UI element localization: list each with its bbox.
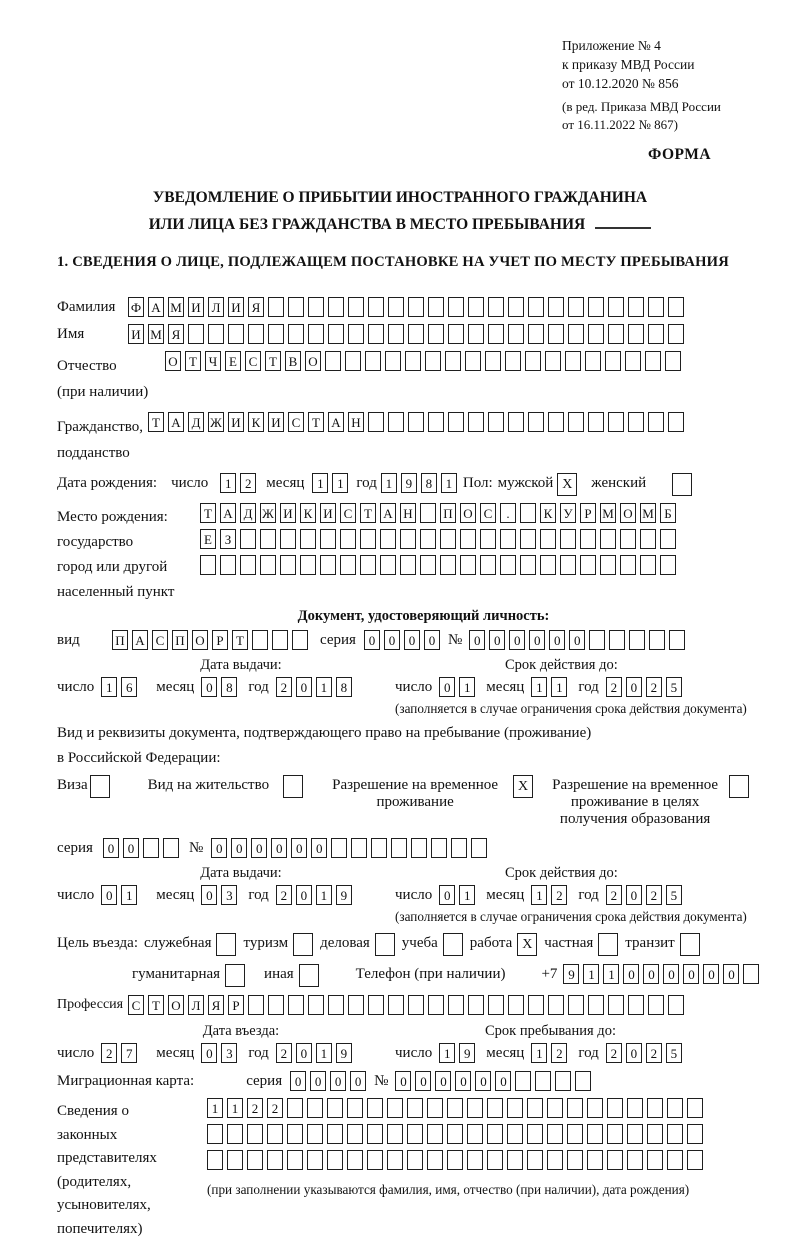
identity-valid-col [395,657,790,717]
entry-purpose-row [57,933,790,956]
stay-date-group [395,1043,790,1063]
migration-series-input[interactable]: 0 0 0 0 [290,1071,366,1091]
purpose-transit [625,933,699,956]
day-label: число [57,885,94,904]
valid-year-input[interactable]: 2 0 2 5 [606,677,682,697]
issue-year-input[interactable]: 2 0 1 8 [276,677,352,697]
profession-label: Профессия [57,995,128,1013]
birth-date-label: Дата рождения: [57,473,157,492]
given-name-row [57,324,790,344]
regulation-reference [562,36,721,134]
purpose-tourism-label: туризм [243,933,288,952]
purpose-private-label: частная [544,933,593,952]
representatives-label-line: законных [57,1124,207,1148]
birth-place-block [57,503,790,605]
surname-input[interactable]: Ф А М И Л И Я [128,297,684,317]
representatives-input-row1[interactable]: 1 1 2 2 [207,1098,703,1118]
purpose-study-checkbox[interactable] [443,933,463,956]
residence-doc-dates [57,865,790,925]
residence-permit-checkbox[interactable] [283,775,303,798]
purpose-tourism-checkbox[interactable] [293,933,313,956]
migration-card-label: Миграционная карта: [57,1071,194,1090]
surname-label: Фамилия [57,297,128,316]
birth-place-input-row1[interactable]: Т А Д Ж И К И С Т А Н П О С . К У Р М О М Б [200,503,676,523]
form-header [0,0,800,172]
form-title-line2-text: ИЛИ ЛИЦА БЕЗ ГРАЖДАНСТВА В МЕСТО ПРЕБЫВАНИЯ [149,216,585,233]
entry-date-col [57,1023,395,1063]
option-temp-residence-education [551,775,749,828]
residence-permit-label: Вид на жительство [148,775,269,794]
migration-series-label: серия [246,1071,282,1090]
option-residence-permit [148,775,303,798]
issue-day-input[interactable]: 1 6 [101,677,137,697]
birth-place-input-row3[interactable] [200,555,676,575]
patronymic-row [57,351,790,405]
purpose-private-checkbox[interactable] [598,933,618,956]
form-title [0,184,800,238]
stay-year-input[interactable]: 2 0 2 5 [606,1043,682,1063]
day-label: число [57,1043,94,1062]
sex-female-checkbox[interactable] [672,473,692,496]
representatives-rows [207,1098,703,1198]
doc-kind-input[interactable]: П А С П О Р Т [112,630,308,650]
valid-until-heading: Срок действия до: [395,865,790,882]
representatives-label-line: (родителях, [57,1171,207,1195]
surname-row [57,297,790,317]
purpose-humanitarian-checkbox[interactable] [225,964,245,987]
phone-input[interactable]: 9 1 1 0 0 0 0 0 0 [563,964,759,984]
sex-female-label: женский [591,473,646,492]
month-label: месяц [156,1043,194,1062]
birth-place-label-line: населенный пункт [57,580,200,605]
title-blank-line [595,227,651,229]
birth-place-label-line: Место рождения: [57,505,200,530]
stay-until-heading: Срок пребывания до: [395,1023,790,1040]
residence-valid-col [395,865,790,925]
birth-month-label: месяц [266,473,304,492]
sex-male-label: мужской [498,473,554,492]
valid-until-heading: Срок действия до: [395,657,790,674]
purpose-humanitarian-label: гуманитарная [132,964,220,983]
representatives-input-row2[interactable] [207,1124,703,1144]
representatives-block [57,1098,790,1241]
citizenship-row [57,412,790,466]
doc-series-label: серия [320,630,356,649]
purpose-private [544,933,618,956]
residence-doc-options [57,775,790,828]
month-label: месяц [486,885,524,904]
residence-series-label: серия [57,838,93,857]
temp-residence-checkbox[interactable]: X [513,775,533,798]
residence-issue-month-input[interactable]: 0 3 [201,885,237,905]
entry-day-input[interactable]: 2 7 [101,1043,137,1063]
day-label: число [57,677,94,696]
representatives-label-line: попечителях) [57,1218,207,1241]
option-temp-residence [329,775,533,811]
reference-note-line: от 16.11.2022 № 867) [562,116,721,134]
issue-month-input[interactable]: 0 8 [201,677,237,697]
day-label: число [395,885,432,904]
migration-number-label: № [374,1071,388,1090]
sex-male-checkbox[interactable]: X [557,473,577,496]
doc-kind-label: вид [57,630,112,649]
temp-residence-education-label: Разрешение на временное проживание в целях получения образования [551,775,719,828]
reference-line: от 10.12.2020 № 856 [562,74,721,93]
entry-stay-dates [57,1023,790,1063]
citizenship-label-text: Гражданство, [57,414,148,440]
birth-place-label [57,503,200,605]
month-label: месяц [486,677,524,696]
representatives-label-line: представителях [57,1147,207,1171]
birth-place-rows [200,503,676,581]
residence-valid-month-input[interactable]: 1 2 [531,885,567,905]
visa-checkbox[interactable] [90,775,110,798]
year-label: год [578,1043,598,1062]
residence-issue-col [57,865,395,925]
residence-doc-intro-line1: Вид и реквизиты документа, подтверждающего право на пребывание (проживание) [57,721,790,746]
month-label: месяц [156,885,194,904]
valid-until-note: (заполняется в случае ограничения срока действия документа) [395,909,790,925]
year-label: год [248,677,268,696]
purpose-work-checkbox[interactable]: X [517,933,537,956]
purpose-other-checkbox[interactable] [299,964,319,987]
given-name-input[interactable]: И М Я [128,324,684,344]
birth-date-row [57,473,790,496]
birth-place-label-line: город или другой [57,555,200,580]
purpose-humanitarian [132,964,245,987]
birth-year-input[interactable]: 1 9 8 1 [381,473,457,493]
residence-series-input[interactable]: 0 0 [103,838,179,858]
entry-year-input[interactable]: 2 0 1 9 [276,1043,352,1063]
purpose-study [402,933,463,956]
purpose-business [144,933,237,956]
profession-input[interactable]: С Т О Л Я Р [128,995,684,1015]
citizenship-input[interactable]: Т А Д Ж И К И С Т А Н [148,412,684,432]
birth-place-input-row2[interactable]: Е З [200,529,676,549]
patronymic-note: (при наличии) [57,379,165,405]
purpose-study-label: учеба [402,933,438,952]
purpose-other-label: иная [264,964,294,983]
form-title-line1: УВЕДОМЛЕНИЕ О ПРИБЫТИИ ИНОСТРАННОГО ГРАЖДАНИНА [0,184,800,211]
purpose-work [470,933,538,956]
reference-line: к приказу МВД России [562,55,721,74]
sex-label: Пол: [463,473,493,492]
year-label: год [578,885,598,904]
given-name-label: Имя [57,324,128,343]
purpose-other [264,964,319,987]
residence-valid-year-input[interactable]: 2 0 2 5 [606,885,682,905]
patronymic-input[interactable]: О Т Ч Е С Т В О [165,351,681,371]
valid-date-group [395,885,790,905]
day-label: число [395,677,432,696]
visa-label: Виза [57,775,88,794]
representatives-note: (при заполнении указываются фамилия, имя, отчество (при наличии), дата рождения) [207,1182,703,1198]
temp-residence-label: Разрешение на временное проживание [329,775,501,811]
residence-valid-day-input[interactable]: 0 1 [439,885,475,905]
doc-series-input[interactable]: 0 0 0 0 [364,630,440,650]
reference-edit-note [562,98,721,134]
purpose-tourism [243,933,313,956]
residence-issue-day-input[interactable]: 0 1 [101,885,137,905]
doc-number-label: № [448,630,462,649]
valid-month-input[interactable]: 1 1 [531,677,567,697]
residence-doc-intro-line2: в Российской Федерации: [57,746,790,771]
valid-until-note: (заполняется в случае ограничения срока действия документа) [395,701,790,717]
forma-label: ФОРМА [648,146,711,164]
year-label: год [578,677,598,696]
doc-number-input[interactable]: 0 0 0 0 0 0 [469,630,685,650]
identity-doc-row [57,630,790,650]
representatives-label-line: Сведения о [57,1100,207,1124]
citizenship-label [57,412,148,466]
birth-day-label: число [171,473,208,492]
section1-heading: 1. СВЕДЕНИЯ О ЛИЦЕ, ПОДЛЕЖАЩЕМ ПОСТАНОВКЕ НА УЧЕТ ПО МЕСТУ ПРЕБЫВАНИЯ [57,254,800,271]
month-label: месяц [486,1043,524,1062]
patronymic-label [57,351,165,405]
valid-day-input[interactable]: 0 1 [439,677,475,697]
birth-day-input[interactable]: 1 2 [220,473,256,493]
valid-date-group [395,677,790,697]
purpose-business-label: служебная [144,933,212,952]
identity-issue-col [57,657,395,717]
residence-doc-intro [57,721,790,771]
migration-card-row [57,1071,790,1091]
phone-label: Телефон (при наличии) [356,964,506,983]
residence-doc-series-row [57,838,790,858]
stay-until-col [395,1023,790,1063]
citizenship-note: подданство [57,440,148,466]
day-label: число [395,1043,432,1062]
patronymic-label-text: Отчество [57,353,165,379]
entry-date-heading: Дата въезда: [57,1023,395,1040]
issue-date-heading: Дата выдачи: [57,657,395,674]
profession-row [57,995,790,1015]
entry-purpose-row2 [132,964,790,987]
stay-month-input[interactable]: 1 2 [531,1043,567,1063]
phone-prefix: +7 [541,964,557,983]
representatives-input-row3[interactable] [207,1150,703,1170]
identity-doc-heading: Документ, удостоверяющий личность: [57,608,790,625]
birth-month-input[interactable]: 1 1 [312,473,348,493]
residence-number-input[interactable]: 0 0 0 0 0 0 [211,838,487,858]
purpose-commercial-checkbox[interactable] [375,933,395,956]
month-label: месяц [156,677,194,696]
form-body [0,271,800,1241]
purpose-work-label: работа [470,933,513,952]
option-visa [57,775,110,798]
year-label: год [248,1043,268,1062]
issue-date-heading: Дата выдачи: [57,865,395,882]
purpose-transit-label: транзит [625,933,674,952]
purpose-label: Цель въезда: [57,933,138,952]
purpose-commercial [320,933,395,956]
purpose-commercial-label: деловая [320,933,370,952]
temp-residence-education-checkbox[interactable] [729,775,749,798]
entry-month-input[interactable]: 0 3 [201,1043,237,1063]
representatives-label-line: усыновителях, [57,1194,207,1218]
residence-number-label: № [189,838,203,857]
representatives-label [57,1098,207,1241]
year-label: год [248,885,268,904]
identity-doc-dates [57,657,790,717]
issue-date-group [57,677,395,697]
reference-line: Приложение № 4 [562,36,721,55]
purpose-business-checkbox[interactable] [216,933,236,956]
migration-number-input[interactable]: 0 0 0 0 0 0 [395,1071,591,1091]
form-title-line2 [0,211,800,238]
issue-date-group [57,885,395,905]
birth-year-label: год [356,473,376,492]
birth-place-label-line: государство [57,530,200,555]
purpose-transit-checkbox[interactable] [680,933,700,956]
stay-day-input[interactable]: 1 9 [439,1043,475,1063]
reference-note-line: (в ред. Приказа МВД России [562,98,721,116]
entry-date-group [57,1043,395,1063]
residence-issue-year-input[interactable]: 2 0 1 9 [276,885,352,905]
